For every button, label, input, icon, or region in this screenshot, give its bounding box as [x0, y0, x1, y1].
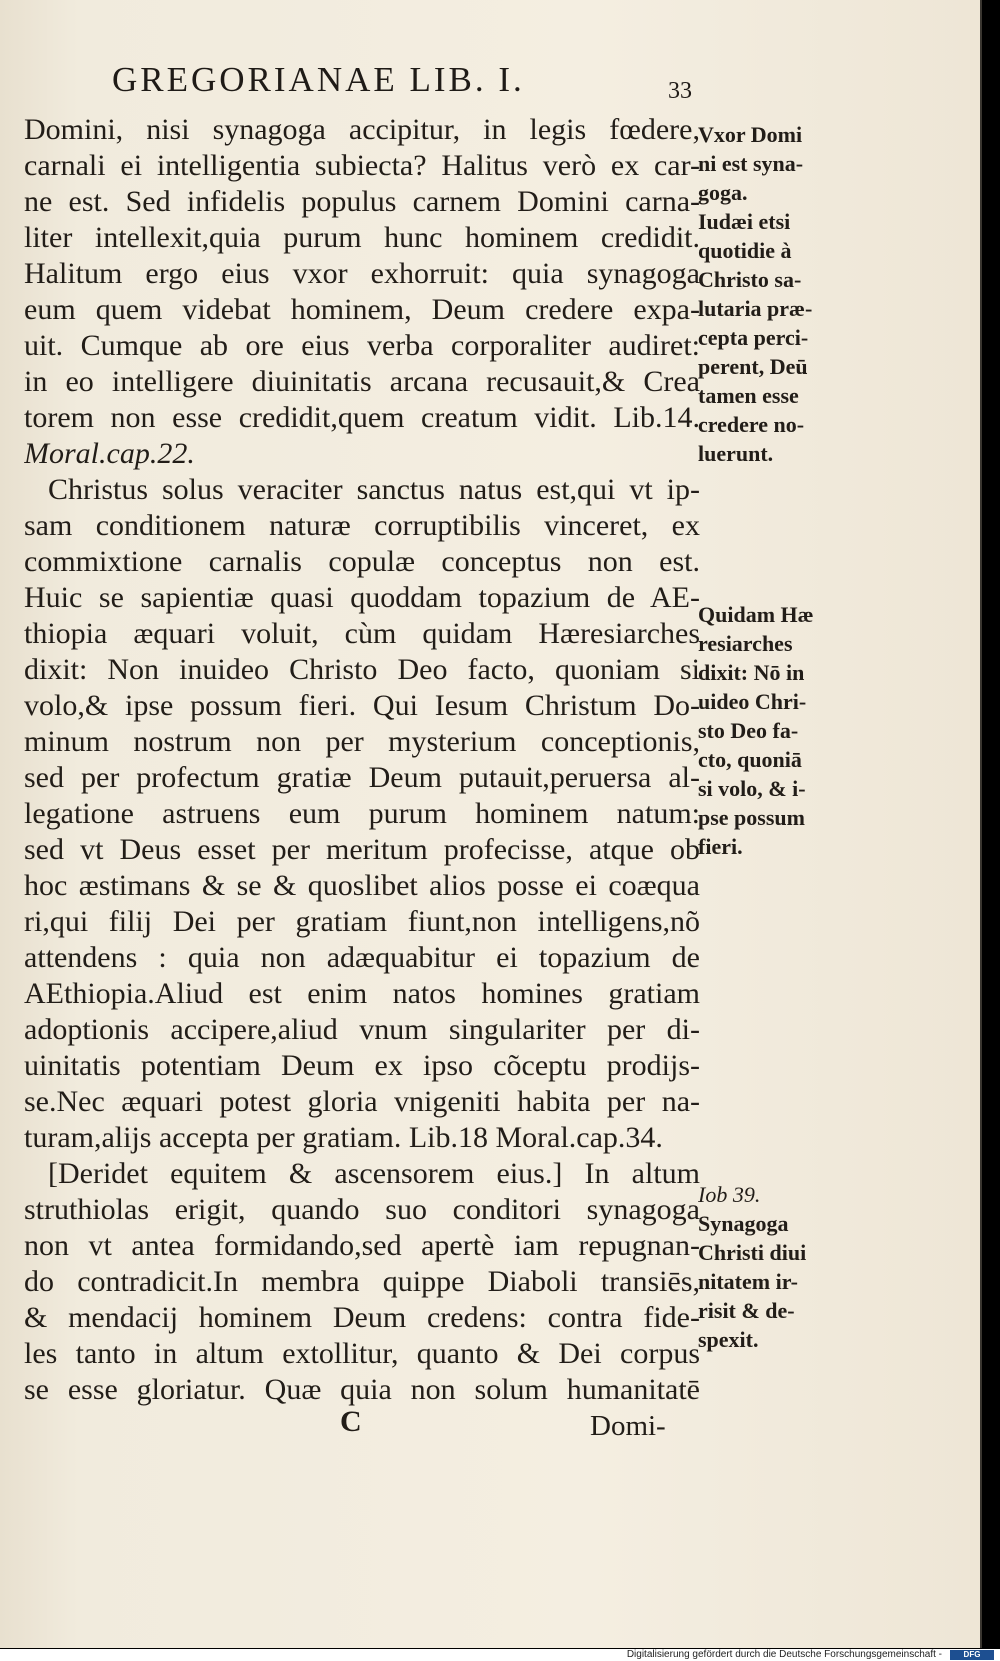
margin-line: goga. [698, 180, 748, 205]
signature-mark: C [340, 1405, 362, 1438]
text-line: non vt antea formidando,sed apertè iam repugnan- [24, 1229, 700, 1262]
text-line: torem non esse credidit,quem creatum vidit. Lib.14. [24, 401, 700, 434]
margin-line: pse possum [698, 805, 805, 830]
page-number: 33 [668, 78, 692, 104]
margin-line: quotidie à [698, 238, 792, 263]
margin-line: resiarches [698, 631, 793, 656]
running-head: GREGORIANAE LIB. I. [112, 60, 525, 99]
text-line: Domini, nisi synagoga accipitur, in legis fœdere, [24, 113, 700, 146]
margin-line: ni est syna- [698, 151, 804, 176]
dfg-logo: DFG [950, 1650, 994, 1660]
margin-line: tamen esse [698, 383, 799, 408]
text-line: carnali ei intelligentia subiecta? Halitus verò ex car- [24, 149, 700, 182]
text-line: Huic se sapientiæ quasi quoddam topazium de AE- [24, 581, 700, 614]
text-line: sed vt Deus esset per meritum profecisse, atque ob [24, 833, 700, 866]
margin-line: Vxor Domi [698, 122, 803, 147]
text-line: Moral.cap.22. [24, 437, 195, 470]
text-line: Halitum ergo eius vxor exhorruit: quia synagoga [24, 257, 700, 290]
text-line: liter intellexit,quia purum hunc hominem credidit. [24, 221, 700, 254]
margin-line: Iudæi etsi [698, 209, 791, 234]
text-line: volo,& ipse possum fieri. Qui Iesum Christum Do- [24, 689, 700, 722]
text-line: adoptionis accipere,aliud vnum singulariter per di- [24, 1013, 700, 1046]
margin-line: si volo, & i- [698, 776, 806, 801]
text-line: legatione astruens eum purum hominem natum: [24, 797, 700, 830]
margin-line: risit & de- [698, 1298, 795, 1323]
margin-line: perent, Deū [698, 354, 808, 379]
text-line: se esse gloriatur. Quæ quia non solum humanitatē [24, 1373, 700, 1406]
margin-line: Christo sa- [698, 267, 802, 292]
text-line: minum nostrum non per mysterium conceptionis, [24, 725, 700, 758]
margin-note [698, 600, 848, 861]
margin-line: dixit: Nō in [698, 660, 805, 685]
text-line: attendens : quia non adæquabitur ei topazium de [24, 941, 700, 974]
margin-line: nitatem ir- [698, 1269, 798, 1294]
text-line: do contradicit.In membra quippe Diaboli transiēs, [24, 1265, 700, 1298]
main-text-block [24, 112, 700, 1408]
margin-line: cepta perci- [698, 325, 809, 350]
text-line: eum quem videbat hominem, Deum credere expa- [24, 293, 700, 326]
text-line: se.Nec æquari potest gloria vnigeniti habita per na- [24, 1085, 700, 1118]
catchword: Domi- [590, 1410, 666, 1442]
margin-line: sto Deo fa- [698, 718, 799, 743]
margin-line: fieri. [698, 834, 743, 859]
text-line: ne est. Sed infidelis populus carnem Domini carna- [24, 185, 700, 218]
text-line: commixtione carnalis copulæ conceptus non est. [24, 545, 700, 578]
margin-line: Quidam Hæ [698, 602, 814, 627]
margin-line: lutaria præ- [698, 296, 813, 321]
text-line: in eo intelligere diuinitatis arcana recusauit,& Crea [24, 365, 700, 398]
text-line: thiopia æquari voluit, cùm quidam Hæresiarches [24, 617, 700, 650]
text-line: dixit: Non inuideo Christo Deo facto, quoniam si [24, 653, 700, 686]
text-line: les tanto in altum extollitur, quanto & Dei corpus [24, 1337, 700, 1370]
margin-line: spexit. [698, 1327, 759, 1352]
text-line: & mendacij hominem Deum credens: contra fide- [24, 1301, 700, 1334]
margin-line: cto, quoniā [698, 747, 802, 772]
margin-line: Christi diui [698, 1240, 807, 1265]
text-line: sed per profectum gratiæ Deum putauit,peruersa al- [24, 761, 700, 794]
footer-credit: Digitalisierung gefördert durch die Deutsche Forschungsgemeinschaft - [626, 1649, 942, 1660]
text-line: ri,qui filij Dei per gratiam fiunt,non intelligens,nõ [24, 905, 700, 938]
digitization-footer [0, 1649, 1000, 1661]
text-line: AEthiopia.Aliud est enim natos homines gratiam [24, 977, 700, 1010]
margin-line: Synagoga [698, 1211, 789, 1236]
margin-line: credere no- [698, 412, 805, 437]
text-line: struthiolas erigit, quando suo conditori synagoga [24, 1193, 700, 1226]
margin-note [698, 1180, 848, 1354]
text-line: Christus solus veraciter sanctus natus est,qui vt ip- [48, 473, 700, 506]
text-line: sam conditionem naturæ corruptibilis vinceret, ex [24, 509, 700, 542]
text-line: [Deridet equitem & ascensorem eius.] In altum [48, 1157, 700, 1190]
text-line: uit. Cumque ab ore eius verba corporaliter audiret: [24, 329, 700, 362]
text-line: uinitatis potentiam Deum ex ipso cõceptu prodijs- [24, 1049, 700, 1082]
margin-line: Iob 39. [698, 1182, 761, 1207]
text-line: hoc æstimans & se & quoslibet alios posse ei coæqua [24, 869, 700, 902]
margin-line: luerunt. [698, 441, 774, 466]
margin-note [698, 120, 848, 468]
text-line: turam,alijs accepta per gratiam. Lib.18 Moral.cap.34. [24, 1121, 663, 1154]
margin-line: uideo Chri- [698, 689, 807, 714]
